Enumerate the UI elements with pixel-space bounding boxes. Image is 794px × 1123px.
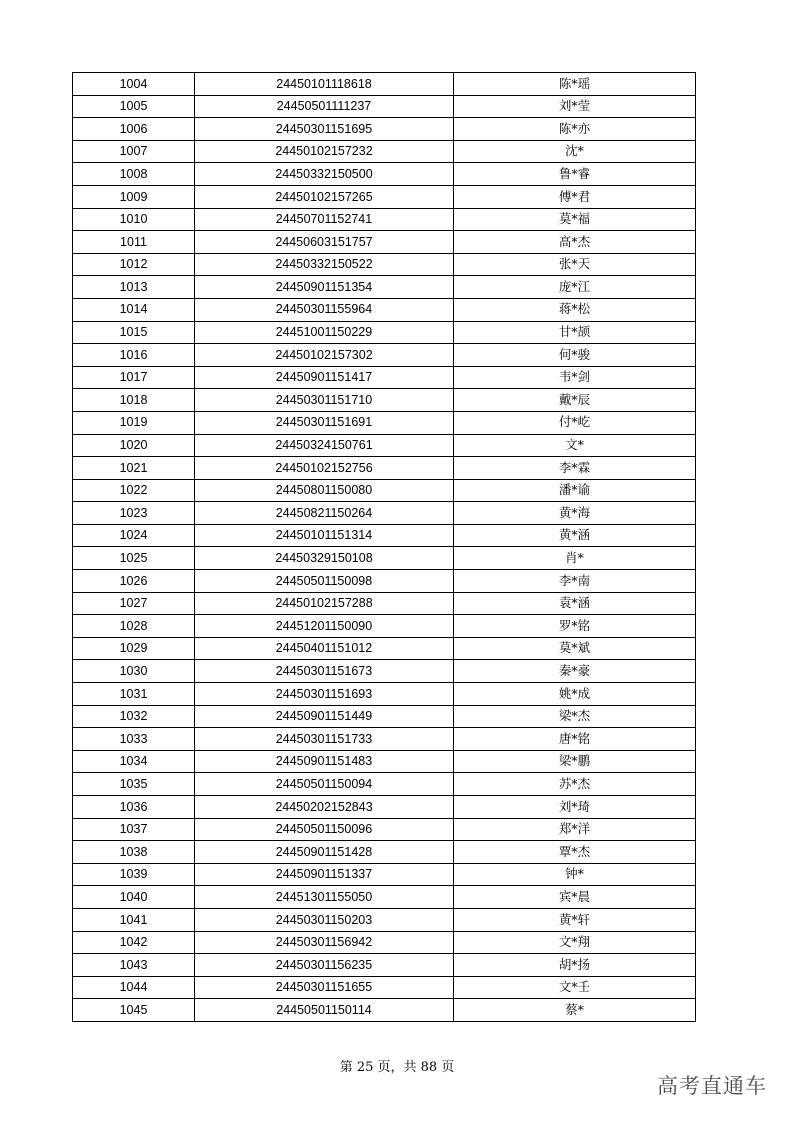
table-row: [73, 728, 696, 751]
table-row: [73, 479, 696, 502]
row-number-cell: 1017: [73, 366, 195, 389]
row-number-cell: 1037: [73, 818, 195, 841]
table-row: [73, 931, 696, 954]
exam-id-cell: 24450801150080: [195, 479, 454, 502]
row-number-cell: 1038: [73, 841, 195, 864]
name-cell: 秦*豪: [454, 660, 696, 683]
exam-id-cell: 24450202152843: [195, 796, 454, 819]
exam-id-cell: 24450102157232: [195, 140, 454, 163]
row-number-cell: 1027: [73, 592, 195, 615]
table-row: [73, 73, 696, 96]
row-number-cell: 1025: [73, 547, 195, 570]
table-row: [73, 886, 696, 909]
table-row: [73, 344, 696, 367]
row-number-cell: 1040: [73, 886, 195, 909]
exam-id-cell: 24450301151695: [195, 118, 454, 141]
row-number-cell: 1007: [73, 140, 195, 163]
table-row: [73, 773, 696, 796]
table-row: [73, 366, 696, 389]
table-row: [73, 276, 696, 299]
table-row: [73, 163, 696, 186]
row-number-cell: 1031: [73, 683, 195, 706]
table-row: [73, 660, 696, 683]
name-cell: 陈*亦: [454, 118, 696, 141]
table-row: [73, 321, 696, 344]
exam-id-cell: 24450501150098: [195, 570, 454, 593]
name-cell: 鲁*睿: [454, 163, 696, 186]
name-cell: 莫*斌: [454, 637, 696, 660]
row-number-cell: 1029: [73, 637, 195, 660]
row-number-cell: 1014: [73, 298, 195, 321]
row-number-cell: 1023: [73, 502, 195, 525]
name-cell: 袁*涵: [454, 592, 696, 615]
watermark-logo: 高考直通车: [657, 1074, 767, 1098]
row-number-cell: 1010: [73, 208, 195, 231]
row-number-cell: 1009: [73, 185, 195, 208]
name-cell: 陈*瑶: [454, 73, 696, 96]
exam-id-cell: 24450301155964: [195, 298, 454, 321]
table-row: [73, 705, 696, 728]
exam-id-cell: 24450901151337: [195, 863, 454, 886]
name-cell: 文*壬: [454, 976, 696, 999]
name-cell: 张*天: [454, 253, 696, 276]
table-row: [73, 954, 696, 977]
name-cell: 何*骏: [454, 344, 696, 367]
exam-id-cell: 24450301150203: [195, 908, 454, 931]
name-cell: 刘*琦: [454, 796, 696, 819]
exam-id-cell: 24450102157265: [195, 185, 454, 208]
exam-id-cell: 24450701152741: [195, 208, 454, 231]
row-number-cell: 1018: [73, 389, 195, 412]
name-cell: 莫*福: [454, 208, 696, 231]
name-cell: 傅*君: [454, 185, 696, 208]
name-cell: 戴*辰: [454, 389, 696, 412]
table-row: [73, 457, 696, 480]
name-cell: 甘*颉: [454, 321, 696, 344]
name-cell: 梁*杰: [454, 705, 696, 728]
exam-id-cell: 24451201150090: [195, 615, 454, 638]
roster-table: [72, 72, 696, 1022]
exam-id-cell: 24450324150761: [195, 434, 454, 457]
name-cell: 唐*铭: [454, 728, 696, 751]
exam-id-cell: 24450301151691: [195, 411, 454, 434]
row-number-cell: 1005: [73, 95, 195, 118]
table-row: [73, 637, 696, 660]
name-cell: 李*霖: [454, 457, 696, 480]
name-cell: 蔡*: [454, 999, 696, 1022]
table-row: [73, 863, 696, 886]
name-cell: 苏*杰: [454, 773, 696, 796]
name-cell: 罗*铭: [454, 615, 696, 638]
exam-id-cell: 24450301151655: [195, 976, 454, 999]
row-number-cell: 1039: [73, 863, 195, 886]
table-row: [73, 683, 696, 706]
name-cell: 钟*: [454, 863, 696, 886]
row-number-cell: 1016: [73, 344, 195, 367]
exam-id-cell: 24450301151733: [195, 728, 454, 751]
table-row: [73, 253, 696, 276]
row-number-cell: 1015: [73, 321, 195, 344]
row-number-cell: 1032: [73, 705, 195, 728]
table-row: [73, 208, 696, 231]
row-number-cell: 1004: [73, 73, 195, 96]
table-row: [73, 908, 696, 931]
exam-id-cell: 24450901151483: [195, 750, 454, 773]
name-cell: 黄*海: [454, 502, 696, 525]
name-cell: 肖*: [454, 547, 696, 570]
name-cell: 梁*鹏: [454, 750, 696, 773]
exam-id-cell: 24450102152756: [195, 457, 454, 480]
exam-id-cell: 24450102157288: [195, 592, 454, 615]
name-cell: 覃*杰: [454, 841, 696, 864]
row-number-cell: 1011: [73, 231, 195, 254]
table-row: [73, 796, 696, 819]
exam-id-cell: 24450821150264: [195, 502, 454, 525]
exam-id-cell: 24450301156942: [195, 931, 454, 954]
row-number-cell: 1019: [73, 411, 195, 434]
row-number-cell: 1036: [73, 796, 195, 819]
table-row: [73, 118, 696, 141]
table-row: [73, 570, 696, 593]
exam-id-cell: 24450901151354: [195, 276, 454, 299]
name-cell: 韦*剑: [454, 366, 696, 389]
name-cell: 姚*成: [454, 683, 696, 706]
row-number-cell: 1008: [73, 163, 195, 186]
exam-id-cell: 24450301151710: [195, 389, 454, 412]
name-cell: 郑*洋: [454, 818, 696, 841]
row-number-cell: 1022: [73, 479, 195, 502]
row-number-cell: 1020: [73, 434, 195, 457]
row-number-cell: 1006: [73, 118, 195, 141]
table-row: [73, 592, 696, 615]
table-row: [73, 976, 696, 999]
exam-id-cell: 24450301151673: [195, 660, 454, 683]
row-number-cell: 1035: [73, 773, 195, 796]
page-footer: 第 25 页，共 88 页: [339, 1060, 455, 1075]
name-cell: 刘*莹: [454, 95, 696, 118]
exam-id-cell: 24450501150114: [195, 999, 454, 1022]
row-number-cell: 1043: [73, 954, 195, 977]
table-row: [73, 999, 696, 1022]
exam-id-cell: 24450102157302: [195, 344, 454, 367]
table-row: [73, 140, 696, 163]
row-number-cell: 1021: [73, 457, 195, 480]
table-row: [73, 389, 696, 412]
exam-id-cell: 24450901151428: [195, 841, 454, 864]
row-number-cell: 1042: [73, 931, 195, 954]
table-row: [73, 411, 696, 434]
exam-id-cell: 24450901151449: [195, 705, 454, 728]
table-row: [73, 615, 696, 638]
exam-id-cell: 24451001150229: [195, 321, 454, 344]
name-cell: 付*屹: [454, 411, 696, 434]
exam-id-cell: 24450501150096: [195, 818, 454, 841]
table-row: [73, 524, 696, 547]
exam-id-cell: 24450332150500: [195, 163, 454, 186]
exam-id-cell: 24450101118618: [195, 73, 454, 96]
table-row: [73, 95, 696, 118]
name-cell: 庞*江: [454, 276, 696, 299]
exam-id-cell: 24451301155050: [195, 886, 454, 909]
table-row: [73, 231, 696, 254]
exam-id-cell: 24450301156235: [195, 954, 454, 977]
name-cell: 黄*轩: [454, 908, 696, 931]
row-number-cell: 1012: [73, 253, 195, 276]
name-cell: 文*翔: [454, 931, 696, 954]
name-cell: 高*杰: [454, 231, 696, 254]
table-row: [73, 750, 696, 773]
exam-id-cell: 24450603151757: [195, 231, 454, 254]
name-cell: 蒋*松: [454, 298, 696, 321]
roster-table-body: [73, 73, 696, 1022]
exam-id-cell: 24450501150094: [195, 773, 454, 796]
exam-id-cell: 24450301151693: [195, 683, 454, 706]
table-row: [73, 502, 696, 525]
row-number-cell: 1028: [73, 615, 195, 638]
table-row: [73, 434, 696, 457]
exam-id-cell: 24450101151314: [195, 524, 454, 547]
name-cell: 潘*谕: [454, 479, 696, 502]
table-row: [73, 547, 696, 570]
exam-id-cell: 24450329150108: [195, 547, 454, 570]
name-cell: 胡*扬: [454, 954, 696, 977]
exam-id-cell: 24450332150522: [195, 253, 454, 276]
exam-id-cell: 24450401151012: [195, 637, 454, 660]
row-number-cell: 1026: [73, 570, 195, 593]
table-row: [73, 841, 696, 864]
table-row: [73, 818, 696, 841]
exam-id-cell: 24450501111237: [195, 95, 454, 118]
row-number-cell: 1041: [73, 908, 195, 931]
row-number-cell: 1030: [73, 660, 195, 683]
name-cell: 宾*晨: [454, 886, 696, 909]
name-cell: 李*南: [454, 570, 696, 593]
row-number-cell: 1034: [73, 750, 195, 773]
name-cell: 文*: [454, 434, 696, 457]
name-cell: 沈*: [454, 140, 696, 163]
row-number-cell: 1013: [73, 276, 195, 299]
row-number-cell: 1044: [73, 976, 195, 999]
row-number-cell: 1033: [73, 728, 195, 751]
table-row: [73, 298, 696, 321]
row-number-cell: 1045: [73, 999, 195, 1022]
exam-id-cell: 24450901151417: [195, 366, 454, 389]
name-cell: 黄*涵: [454, 524, 696, 547]
row-number-cell: 1024: [73, 524, 195, 547]
table-row: [73, 185, 696, 208]
